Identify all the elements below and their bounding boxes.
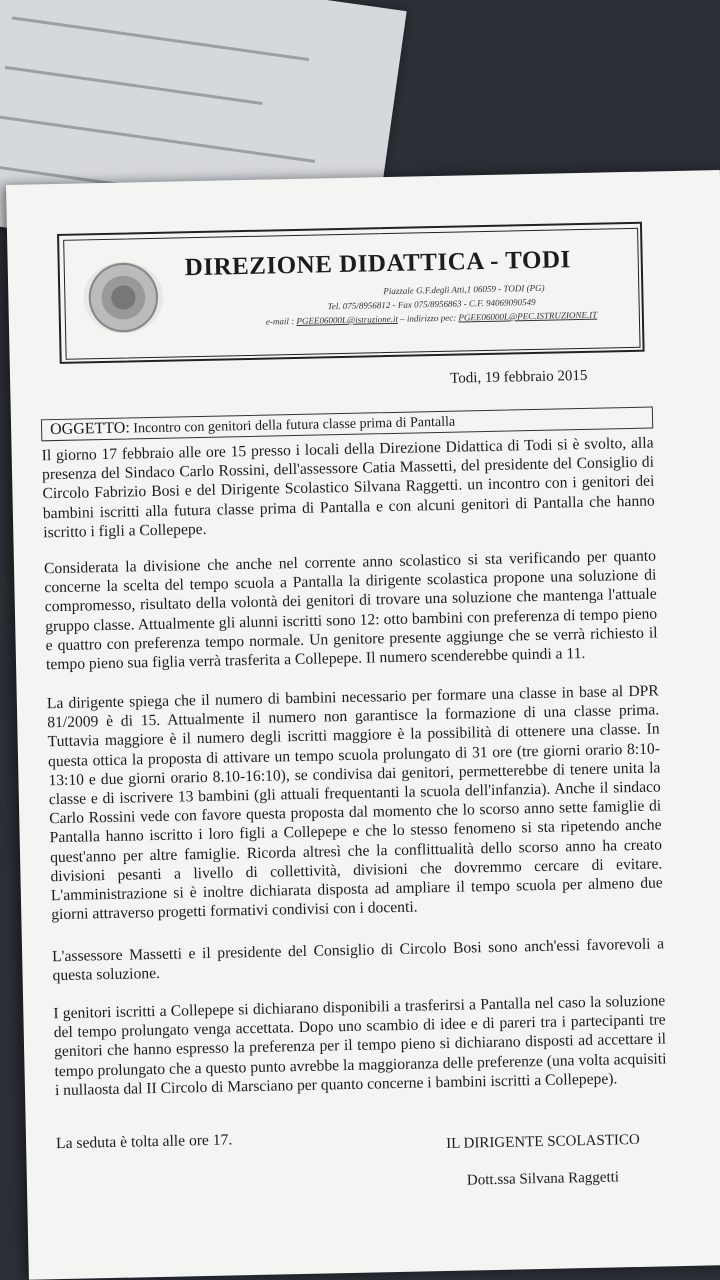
document-sheet [6,170,720,1280]
paragraph-5: I genitori iscritti a Collepepe si dichiarano disponibili a trasferirsi a Pantalla nel caso la soluzione del tempo prolungato venga accettata. Dopo uno scambio di idee e di pareri tra i partecipanti tre genitori che hanno espresso la preferenza per il tempo pieno si dichiarano disposti ad accettare il tempo prolungato che a questo punto avrebbe la maggioranza delle preferenze (una volta acquisiti i nullaosta dal II Circolo di Marsciano per quanto concerne i bambini iscritti a Collepepe). [53,992,667,1099]
pec-label: – indirizzo pec: [397,312,459,324]
subject-text: Incontro con genitori della futura classe prima di Pantalla [129,414,456,437]
paragraph-1: Il giorno 17 febbraio alle ore 15 presso i locali della Direzione Didattica di Todi si è svolto, alla presenza del Sindaco Carlo Rossini, dell'assessore Catia Massetti, del presidente del Consiglio di Circolo Fabrizio Bosi e del Dirigente Scolastico Silvana Raggetti. un incontro con i genitori dei bambini iscritti alla futura classe prima di Pantalla e con alcuni genitori di Pantalla che hanno iscritto i figli a Collepepe. [41,434,655,542]
subject-label: OGGETTO: [49,419,130,439]
email-label: e-mail : [265,315,295,327]
document-date: Todi, 19 febbraio 2015 [449,367,588,387]
paragraph-2: Considerata la divisione che anche nel corrente anno scolastico si sta verificando per quanto concerne la scelta del tempo scuola a Pantalla la dirigente scolastica propone una soluzione di compromesso, risultato della volontà dei genitori di trovare una soluzione che mantenga l'attuale gruppo classe. Attualmente gli alunni iscritti sono 12: otto bambini con preferenza di tempo pieno e quattro con preferenza tempo normale. Un genitore presente aggiunge che se verrà richiesto il tempo pieno sua figlia verrà trasferita a Collepepe. Il numero scenderebbe quindi a 11. [43,547,658,674]
letterhead-phone: Tel. 075/8956812 - Fax 075/8956863 - C.F. 94069090549 [327,296,536,312]
pec-address: PGEE06000L@PEC.ISTRUZIONE.IT [458,309,598,323]
email-address: PGEE06000L@istruzione.it [296,313,399,326]
paragraph-4: L'assessore Massetti e il presidente del Consiglio di Circolo Bosi sono anch'essi favorevoli a questa soluzione. [51,935,665,985]
school-seal-icon [83,261,164,335]
letterhead-title: DIREZIONE DIDATTICA - TODI [184,246,571,282]
letterhead-address: Piazzale G.F.degli Atti,1 06059 - TODI (PG) [383,282,545,297]
signature-role: IL DIRIGENTE SCOLASTICO [446,1131,640,1152]
letterhead [57,222,645,364]
paragraph-3: La dirigente spiega che il numero di bambini necessario per formare una classe in base al DPR 81/2009 è di 15. Attualmente il numero non garantisce la formazione di una classe prima. Tuttavia maggiore è il numero degli iscritti maggiore è la possibilità di ottenere una classe. In questa ottica la proposta di attivare un tempo scuola prolungato di 31 ore (tre giorni orario 8:10-13:10 e due giorni orario 8.10-16:10), se condivisa dai genitori, permetterebbe di tenere unita la classe e di iscrivere 13 bambini (gli attuali frequentanti la scuola dell'infanzia). Anche il sindaco Carlo Rossini vede con favore questa proposta dal momento che lo scorso anno sette famiglie di Pantalla hanno iscritto i loro figli a Collepepe e che lo stesso fenomeno si sta ripetendo anche quest'anno per altre famiglie. Ricorda altresì che la conflittualità dello scorso anno ha creato divisioni pesanti a livello di collettività, divisioni che dovremmo cercare di evitare. L'amministrazione si è inoltre dichiarata disposta ad ampliare il tempo scuola per almeno due giorni attraverso progetti formativi condivisi con i docenti. [46,682,663,924]
letterhead-email [266,310,597,327]
signature-name: Dott.ssa Silvana Raggetti [466,1169,620,1189]
closing-line: La seduta è tolta alle ore 17. [55,1131,233,1153]
